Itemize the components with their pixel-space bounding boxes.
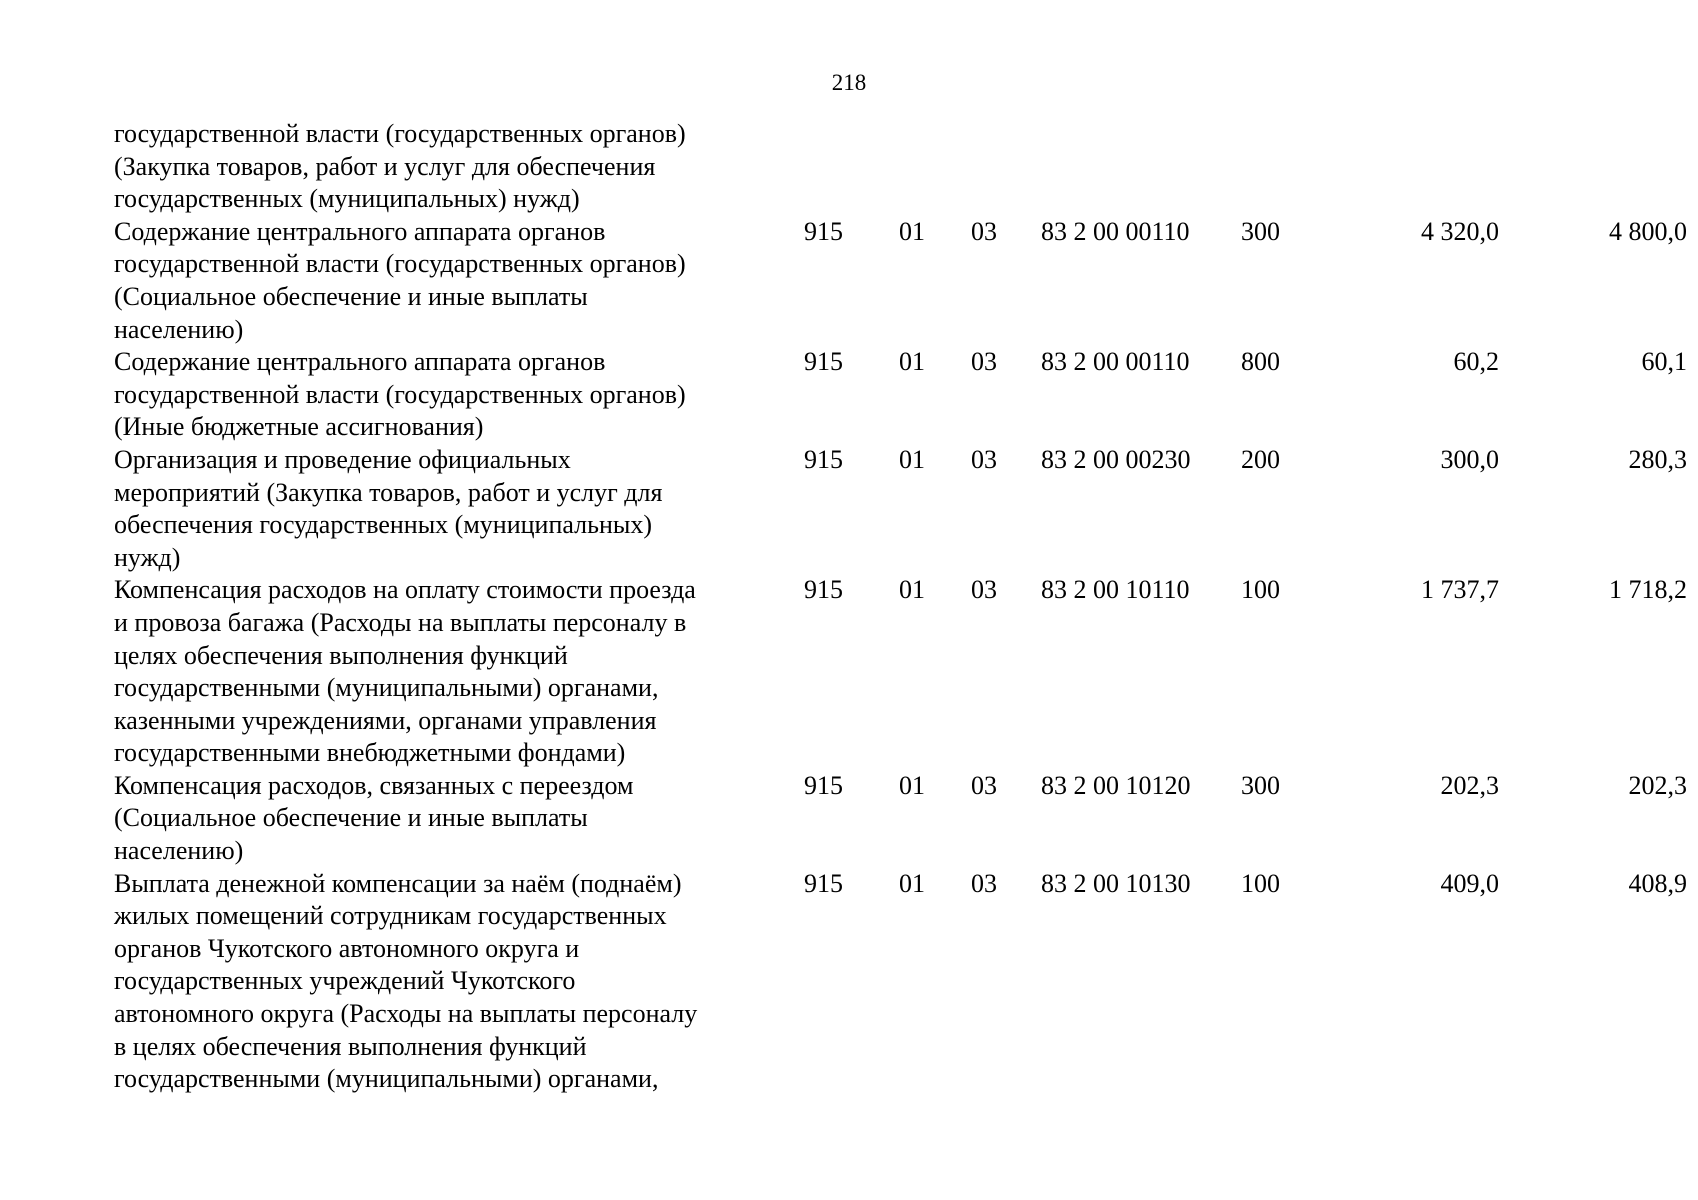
description-cell: [114, 868, 791, 1096]
table-row: [114, 118, 1687, 216]
description-line: автономного округа (Расходы на выплаты персоналу: [114, 999, 698, 1029]
description-line: государственной власти (государственных органов): [114, 119, 686, 148]
admin-code-cell: 915: [804, 444, 843, 474]
description-line: государственными (муниципальными) органами,: [114, 673, 659, 703]
admin-code-cell: 915: [804, 347, 843, 377]
target-article-cell: 83 2 00 00110: [1041, 216, 1190, 246]
section-code-cell: 01: [899, 444, 925, 474]
description-cell: [114, 574, 791, 770]
description-line: (Закупка товаров, работ и услуг для обеспечения: [114, 151, 656, 181]
target-article-cell: 83 2 00 00110: [1041, 347, 1190, 377]
subsection-code-cell: 03: [971, 868, 997, 898]
description-line: жилых помещений сотрудникам государственных: [114, 901, 667, 931]
subsection-code-cell: [971, 118, 1041, 216]
description-line: населению): [114, 836, 244, 866]
expense-type-cell: 800: [1241, 347, 1280, 377]
amount-year1-cell: 202,3: [1440, 770, 1499, 800]
description-line: государственными внебюджетными фондами): [114, 738, 626, 768]
amount-year2-cell: 4 800,0: [1609, 216, 1687, 246]
section-code-cell: 01: [899, 868, 925, 898]
description-cell: [114, 118, 791, 216]
description-line: Организация и проведение официальных: [114, 444, 571, 474]
expense-type-cell: 300: [1241, 216, 1280, 246]
description-line: казенными учреждениями, органами управления: [114, 705, 657, 735]
table-row: [114, 216, 1687, 346]
amount-year1-cell: 300,0: [1440, 444, 1499, 474]
section-code-cell: 01: [899, 347, 925, 377]
amount-year1-cell: 1 737,7: [1421, 575, 1499, 605]
table-row: [114, 574, 1687, 770]
description-line: и провоза багажа (Расходы на выплаты персоналу в: [114, 607, 687, 637]
description-line: населению): [114, 314, 244, 344]
table-row: [114, 868, 1687, 1096]
description-line: обеспечения государственных (муниципальных): [114, 510, 653, 540]
admin-code-cell: 915: [804, 575, 843, 605]
amount-year1-cell: 4 320,0: [1421, 216, 1499, 246]
table-row: [114, 770, 1687, 868]
admin-code-cell: 915: [804, 770, 843, 800]
admin-code-cell: 915: [804, 868, 843, 898]
target-article-cell: 83 2 00 10120: [1041, 770, 1191, 800]
amount-year2-cell: 280,3: [1628, 444, 1687, 474]
expense-type-cell: 100: [1241, 868, 1280, 898]
description-line: (Социальное обеспечение и иные выплаты: [114, 281, 588, 311]
subsection-code-cell: 03: [971, 770, 997, 800]
expense-type-cell: [1241, 118, 1351, 216]
budget-table: [114, 118, 1687, 1096]
section-code-cell: [899, 118, 971, 216]
description-line: государственной власти (государственных органов): [114, 379, 686, 409]
admin-code-cell: 915: [804, 216, 843, 246]
description-cell: [114, 770, 791, 868]
expense-type-cell: 200: [1241, 444, 1280, 474]
description-line: мероприятий (Закупка товаров, работ и услуг для: [114, 477, 663, 507]
description-line: нужд): [114, 542, 181, 572]
amount-year1-cell: [1351, 118, 1499, 216]
description-line: Содержание центрального аппарата органов: [114, 347, 606, 377]
section-code-cell: 01: [899, 770, 925, 800]
admin-code-cell: [791, 118, 899, 216]
section-code-cell: 01: [899, 216, 925, 246]
page-number: 218: [831, 70, 867, 95]
section-code-cell: 01: [899, 575, 925, 605]
description-line: (Социальное обеспечение и иные выплаты: [114, 803, 588, 833]
amount-year2-cell: 60,1: [1641, 347, 1687, 377]
subsection-code-cell: 03: [971, 575, 997, 605]
description-line: Содержание центрального аппарата органов: [114, 216, 606, 246]
description-cell: [114, 216, 791, 346]
subsection-code-cell: 03: [971, 444, 997, 474]
amount-year2-cell: 1 718,2: [1609, 575, 1687, 605]
description-line: государственных учреждений Чукотского: [114, 966, 576, 996]
description-line: органов Чукотского автономного округа и: [114, 933, 580, 963]
description-line: Компенсация расходов, связанных с переездом: [114, 770, 634, 800]
target-article-cell: 83 2 00 10130: [1041, 868, 1191, 898]
description-line: целях обеспечения выполнения функций: [114, 640, 568, 670]
description-line: государственными (муниципальными) органами,: [114, 1064, 659, 1094]
subsection-code-cell: 03: [971, 347, 997, 377]
description-line: государственной власти (государственных органов): [114, 249, 686, 279]
amount-year1-cell: 409,0: [1440, 868, 1499, 898]
subsection-code-cell: 03: [971, 216, 997, 246]
table-row: [114, 346, 1687, 444]
description-cell: [114, 444, 791, 574]
expense-type-cell: 100: [1241, 575, 1280, 605]
table-body: [114, 118, 1687, 1096]
description-line: в целях обеспечения выполнения функций: [114, 1031, 587, 1061]
target-article-cell: 83 2 00 00230: [1041, 444, 1191, 474]
table-row: [114, 444, 1687, 574]
expense-type-cell: 300: [1241, 770, 1280, 800]
target-article-cell: 83 2 00 10110: [1041, 575, 1190, 605]
amount-year2-cell: [1499, 118, 1687, 216]
target-article-cell: [1041, 118, 1241, 216]
description-line: (Иные бюджетные ассигнования): [114, 412, 484, 442]
amount-year1-cell: 60,2: [1453, 347, 1499, 377]
amount-year2-cell: 408,9: [1628, 868, 1687, 898]
description-cell: [114, 346, 791, 444]
description-line: Компенсация расходов на оплату стоимости проезда: [114, 575, 696, 605]
amount-year2-cell: 202,3: [1628, 770, 1687, 800]
description-line: Выплата денежной компенсации за наём (поднаём): [114, 868, 682, 898]
description-line: государственных (муниципальных) нужд): [114, 184, 580, 214]
